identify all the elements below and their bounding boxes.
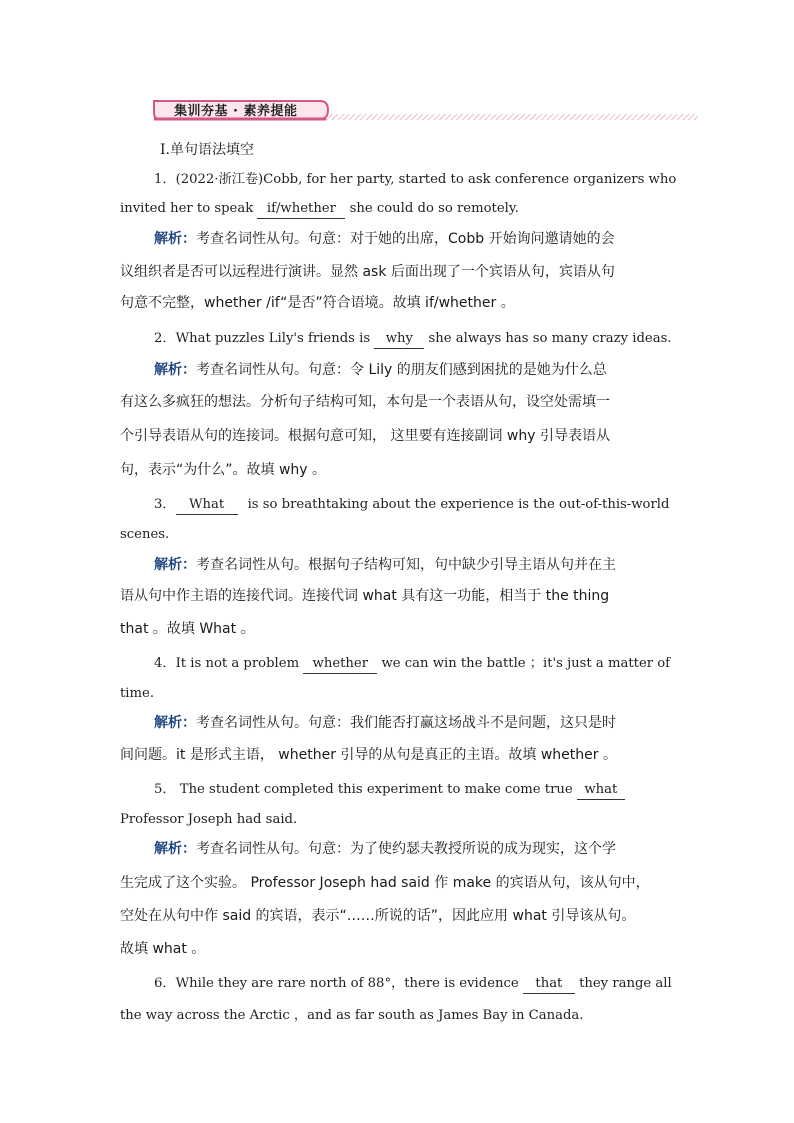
question-6-line-1 xyxy=(154,975,676,994)
answer-blank: whether xyxy=(303,655,377,674)
explanation-5-line-3: 空处在从句中作 said 的宾语，表示“……所说的话”，因此应用 what 引导该从句。 xyxy=(120,908,636,924)
explanation-5-line-4: 故填 what 。 xyxy=(120,941,206,957)
question-1-line-1: 1．(2022·浙江卷)Cobb, for her party, started to ask conference organizers who xyxy=(154,172,677,187)
explanation-2-line-2: 有这么多疯狂的想法。分析句子结构可知，本句是一个表语从句，设空处需填一 xyxy=(120,394,610,410)
explanation-label: 解析： xyxy=(154,557,196,573)
explanation-1-line-3: 句意不完整，whether /if“是否”符合语境。故填 if/whether 。 xyxy=(120,295,515,311)
explanation-3-line-2: 语从句中作主语的连接代词。连接代词 what 具有这一功能，相当于 the thing xyxy=(120,588,610,604)
question-text: 6．While they are rare north of 88°，there is evidence xyxy=(154,976,523,991)
explanation-text: 考查名词性从句。句意：对于她的出席，Cobb 开始询问邀请她的会 xyxy=(196,231,615,247)
question-4-line-1 xyxy=(154,655,676,674)
explanation-3-line-1 xyxy=(154,556,676,574)
question-1-line-2 xyxy=(120,200,676,219)
question-2-line-1 xyxy=(154,330,676,349)
explanation-text: 考查名词性从句。句意：为了使约瑟夫教授所说的成为现实，这个学 xyxy=(196,841,616,857)
question-text: 5． The student completed this experiment to make come true xyxy=(154,782,577,797)
question-5-line-1 xyxy=(154,781,676,800)
question-text: 4．It is not a problem xyxy=(154,656,304,671)
question-3-line-2: scenes. xyxy=(120,527,170,542)
question-6-line-2: the way across the Arctic ，and as far south as James Bay in Canada. xyxy=(120,1008,584,1023)
answer-blank: What xyxy=(176,496,238,515)
question-text: she could do so remotely. xyxy=(345,201,519,216)
question-text: invited her to speak xyxy=(120,201,258,216)
question-text: 3． xyxy=(154,497,176,512)
question-text: is so breathtaking about the experience is the out-of-this-world xyxy=(247,497,670,512)
section-banner xyxy=(150,98,698,124)
explanation-5-line-2: 生完成了这个实验。 Professor Joseph had said 作 make 的宾语从句，该从句中， xyxy=(120,875,650,891)
question-4-line-2: time. xyxy=(120,686,155,701)
explanation-1-line-2: 议组织者是否可以远程进行演讲。显然 ask 后面出现了一个宾语从句，宾语从句 xyxy=(120,264,615,280)
question-text: 2．What puzzles Lily's friends is xyxy=(154,331,375,346)
answer-blank: why xyxy=(374,330,424,349)
explanation-label: 解析： xyxy=(154,231,196,247)
explanation-label: 解析： xyxy=(154,841,196,857)
answer-blank: that xyxy=(523,975,575,994)
explanation-4-line-1 xyxy=(154,714,676,732)
explanation-text: 考查名词性从句。根据句子结构可知，句中缺少引导主语从句并在主 xyxy=(196,557,616,573)
explanation-5-line-1 xyxy=(154,840,676,858)
answer-blank: if/whether xyxy=(257,200,345,219)
explanation-3-line-3: that 。故填 What 。 xyxy=(120,621,255,637)
question-5-line-2: Professor Joseph had said. xyxy=(120,812,298,827)
explanation-2-line-3: 个引导表语从句的连接词。根据句意可知， 这里要有连接副词 why 引导表语从 xyxy=(120,428,610,444)
explanation-text: 考查名词性从句。句意：令 Lily 的朋友们感到困扰的是她为什么总 xyxy=(196,362,607,378)
explanation-text: 考查名词性从句。句意：我们能否打赢这场战斗不是问题，这只是时 xyxy=(196,715,616,731)
explanation-1-line-1 xyxy=(154,230,676,248)
explanation-2-line-1 xyxy=(154,361,676,379)
answer-blank: what xyxy=(577,781,625,800)
question-text: we can win the battle ；it's just a matter of xyxy=(377,656,671,671)
explanation-2-line-4: 句，表示“为什么”。故填 why 。 xyxy=(120,462,327,478)
question-text: she always has so many crazy ideas. xyxy=(424,331,672,346)
question-text: they range all xyxy=(574,976,672,991)
question-3-line-1 xyxy=(154,496,676,515)
section-title: Ⅰ.单句语法填空 xyxy=(160,142,254,158)
explanation-4-line-2: 间问题。it 是形式主语， whether 引导的从句是真正的主语。故填 whether 。 xyxy=(120,747,617,763)
banner-title: 集训夯基 · 素养提能 xyxy=(174,104,298,119)
explanation-label: 解析： xyxy=(154,362,196,378)
explanation-label: 解析： xyxy=(154,715,196,731)
